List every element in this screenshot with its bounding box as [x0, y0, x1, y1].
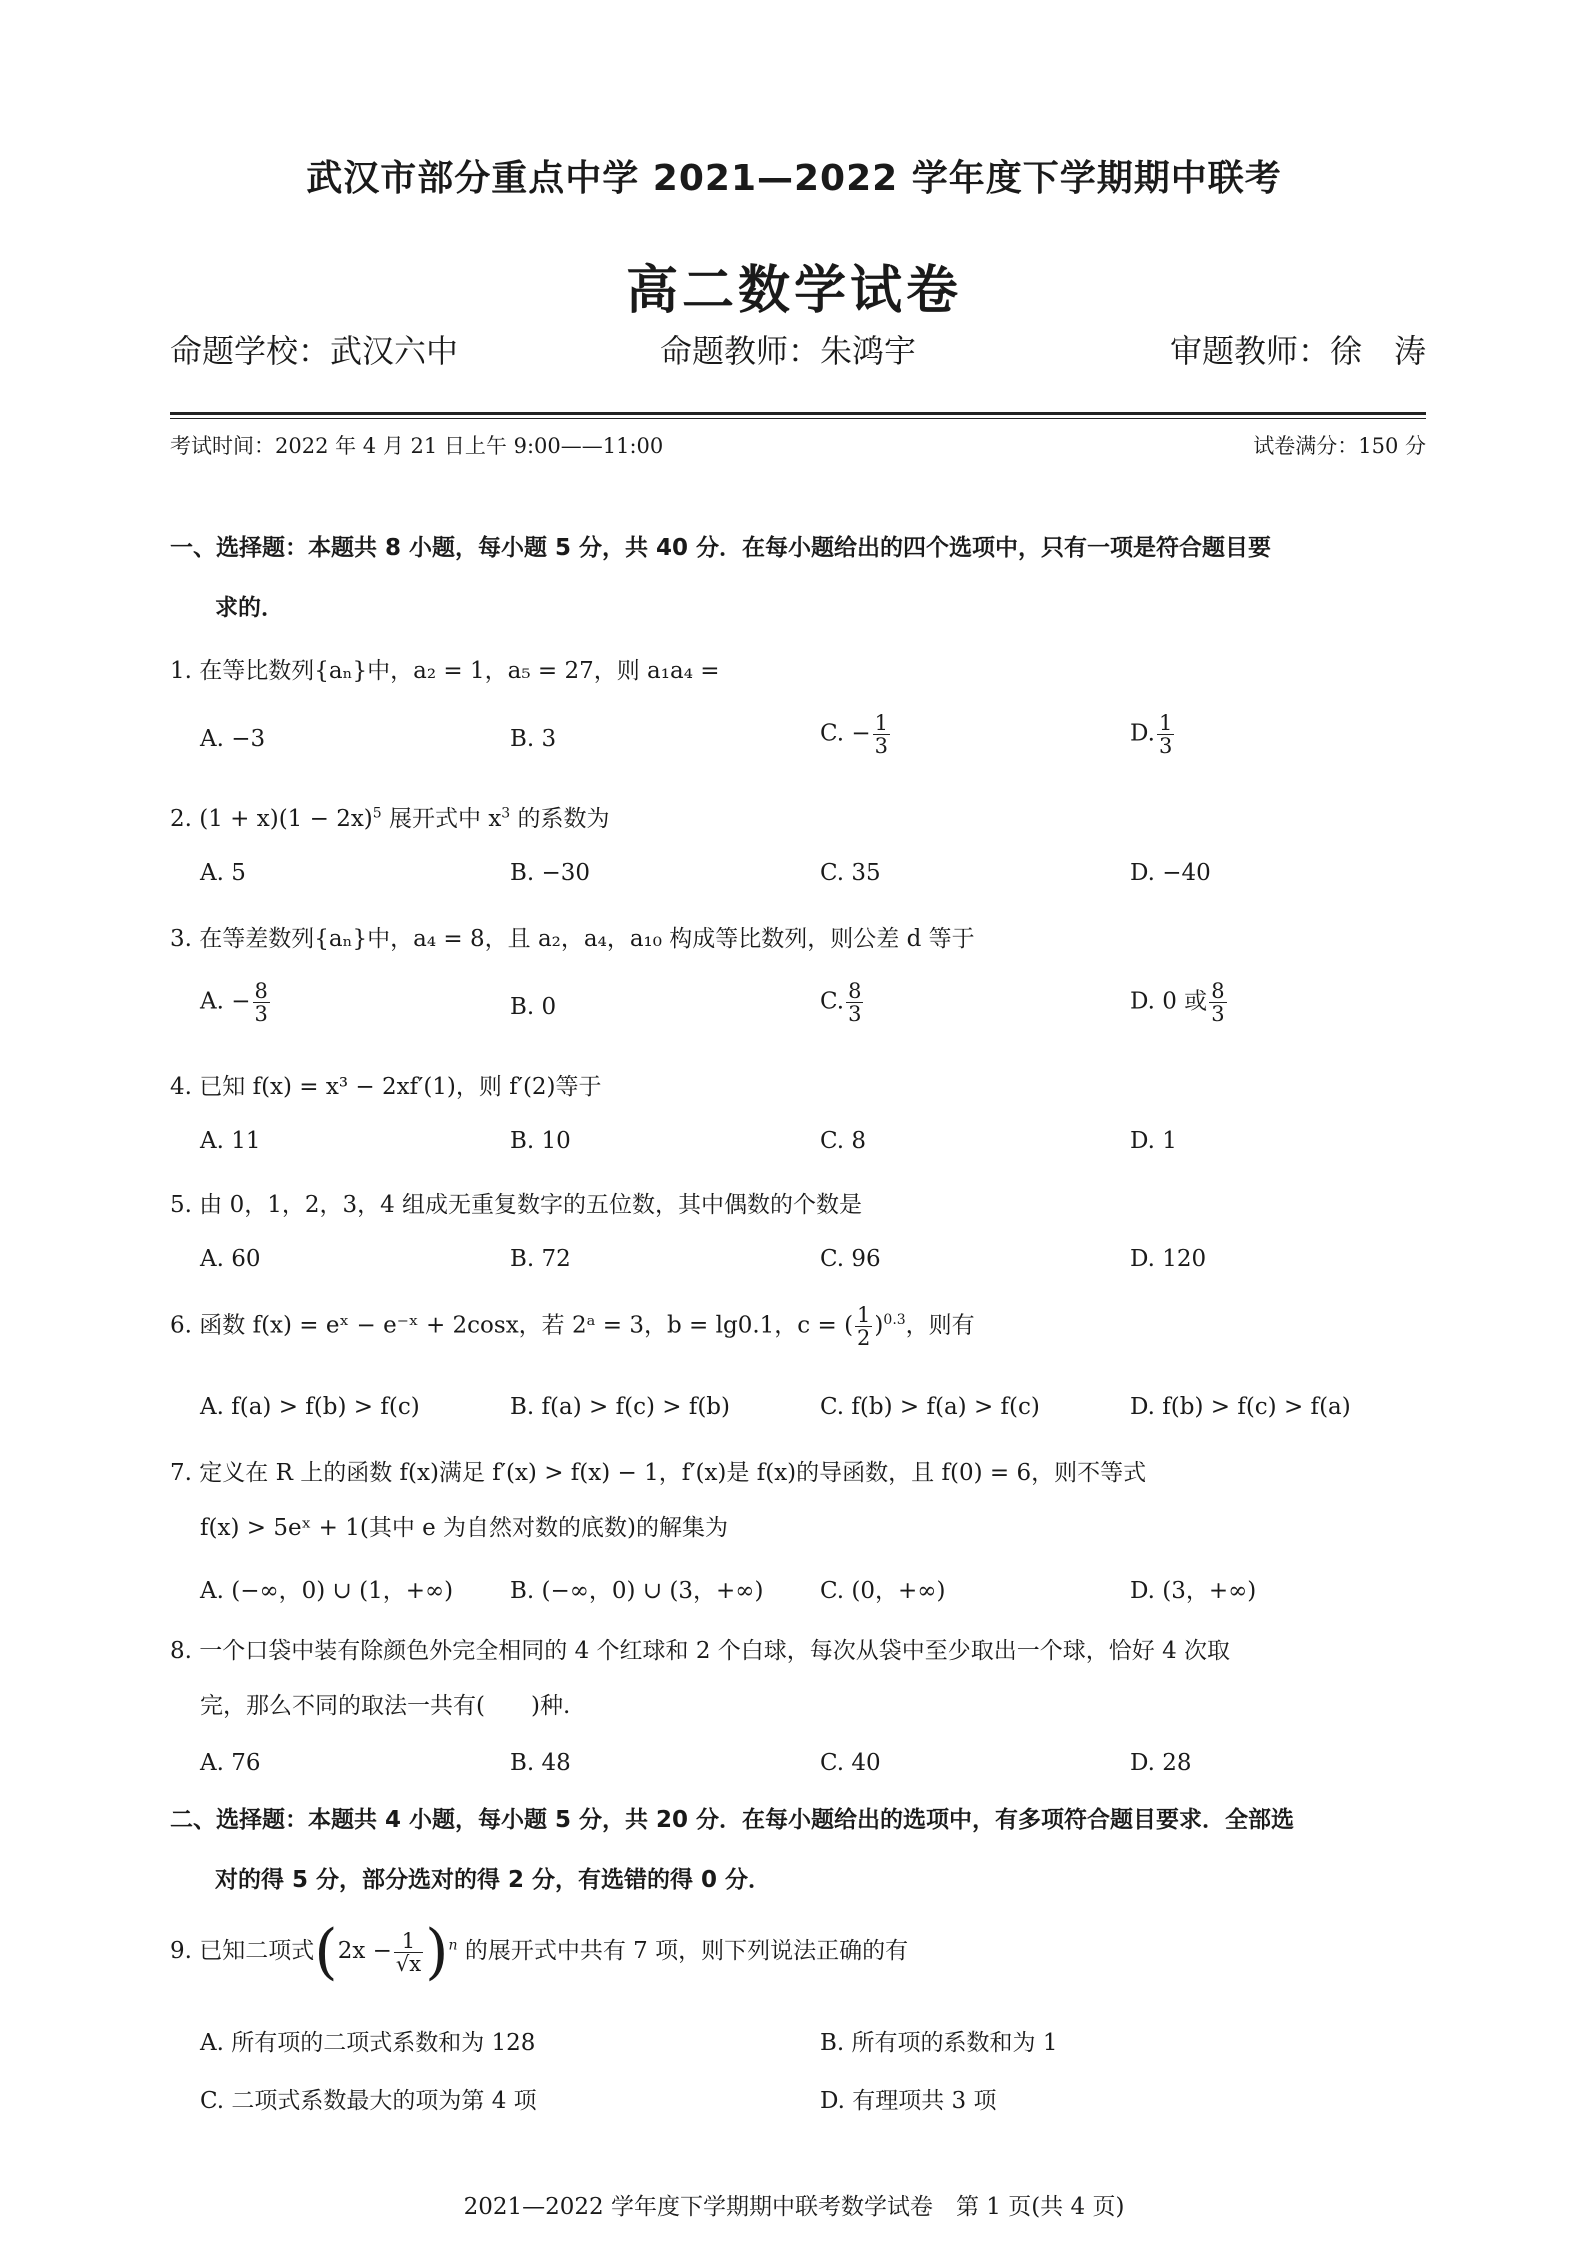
q6-exp: 0.3 [883, 1311, 906, 1328]
q8-option-b: B. 48 [510, 1750, 571, 1776]
page-title: 高二数学试卷 [625, 261, 962, 321]
q2-exp2: 3 [501, 805, 511, 822]
q1-c-fraction [873, 712, 890, 757]
section-1-line2: 求的． [215, 595, 284, 621]
q3-c-fraction [846, 980, 863, 1025]
q9-frac-num: 1 [394, 1930, 423, 1953]
q6-fraction [855, 1304, 872, 1349]
q2-option-a: A. 5 [200, 860, 246, 886]
q1-option-c [820, 712, 892, 757]
q2-option-b: B. −30 [510, 860, 591, 886]
q8-option-c: C. 40 [820, 1750, 881, 1776]
q6-option-c: C. f(b) > f(a) > f(c) [820, 1394, 1040, 1420]
q1-c-num: 1 [874, 711, 889, 735]
q3-a-prefix: A. − [200, 988, 251, 1015]
q6-option-b: B. f(a) > f(c) > f(b) [510, 1394, 731, 1420]
q5-option-a: A. 60 [200, 1246, 261, 1272]
q2-option-c: C. 35 [820, 860, 881, 886]
q7-line2: f(x) > 5eˣ + 1(其中 e 为自然对数的底数)的解集为 [200, 1515, 729, 1541]
q2-stem-c: 的系数为 [510, 806, 610, 832]
q9-left-paren: ( [314, 1917, 338, 1987]
q3-c-num: 8 [848, 979, 862, 1003]
setter-school: 命题学校：武汉六中 [170, 332, 459, 370]
section-2-line1: 二、选择题：本题共 4 小题，每小题 5 分，共 20 分．在每小题给出的选项中，有多项符合题目要求．全部选 [170, 1807, 1295, 1833]
q9-option-c: C. 二项式系数最大的项为第 4 项 [200, 2088, 537, 2114]
q3-option-d [1130, 980, 1229, 1025]
q3-d-prefix: D. 0 或 [1130, 988, 1208, 1015]
q6-option-d: D. f(b) > f(c) > f(a) [1130, 1394, 1351, 1420]
q3-option-b: B. 0 [510, 994, 557, 1020]
q1-option-d [1130, 712, 1176, 757]
q6-stem-b: ，则有 [905, 1312, 975, 1339]
q9-frac-den: √x [395, 1951, 422, 1976]
question-7-stem [170, 1454, 1430, 1542]
q7-option-c: C. (0，+∞) [820, 1578, 946, 1604]
exam-time: 考试时间：2022 年 4 月 21 日上午 9:00——11:00 [170, 434, 664, 458]
q5-option-b: B. 72 [510, 1246, 571, 1272]
q2-stem-b: 展开式中 x [381, 806, 502, 832]
question-1-stem: 1. 在等比数列{aₙ}中，a₂ = 1，a₅ = 27，则 a₁a₄ = [170, 658, 720, 684]
q6-frac-den: 2 [857, 1326, 871, 1350]
q9-option-b: B. 所有项的系数和为 1 [820, 2030, 1058, 2056]
q1-d-fraction [1157, 712, 1174, 757]
q6-frac-num: 1 [857, 1303, 871, 1327]
q9-stem-a: 9. 已知二项式 [170, 1938, 315, 1964]
header-rule-thick [170, 412, 1426, 415]
section-2-instructions [170, 1790, 1430, 1910]
q3-d-den: 3 [1211, 1002, 1225, 1026]
question-2-stem [170, 800, 1430, 833]
q7-option-a: A. (−∞，0) ∪ (1，+∞) [200, 1578, 454, 1604]
q1-option-b: B. 3 [510, 726, 557, 752]
q6-stem-a: 6. 函数 f(x) = eˣ − e⁻ˣ + 2cosx，若 2ᵃ = 3，b = lg0.1，c = ( [170, 1312, 854, 1339]
school-title: 武汉市部分重点中学 2021—2022 学年度下学期期中联考 [306, 158, 1282, 199]
reviewer: 审题教师：徐 涛 [1169, 332, 1426, 370]
q9-exp: n [448, 1937, 458, 1954]
q3-a-num: 8 [254, 979, 268, 1003]
question-6-stem: 6. 函数 f(x) = eˣ − e⁻ˣ + 2cosx，若 2ᵃ = 3，b = lg0.1，c = ( $\frac{1}{2}$ )$^{0.3}$，则有 [170, 1303, 975, 1350]
q3-d-num: 8 [1211, 979, 1225, 1003]
q2-stem-a: 2. (1 + x)(1 − 2x) [170, 806, 373, 832]
question-9-stem [170, 1917, 1430, 1987]
section-1-line1: 一、选择题：本题共 8 小题，每小题 5 分，共 40 分．在每小题给出的四个选项中，只有一项是符合题目要 [170, 535, 1272, 561]
question-5-stem: 5. 由 0，1，2，3，4 组成无重复数字的五位数，其中偶数的个数是 [170, 1192, 863, 1218]
q1-c-den: 3 [874, 734, 889, 758]
q5-option-d: D. 120 [1130, 1246, 1207, 1272]
q8-line1: 8. 一个口袋中装有除颜色外完全相同的 4 个红球和 2 个白球，每次从袋中至少取出一个球，恰好 4 次取 [170, 1638, 1231, 1664]
q1-d-den: 3 [1158, 734, 1173, 758]
q1-option-a: A. −3 [200, 726, 266, 752]
q2-option-d: D. −40 [1130, 860, 1211, 886]
q3-d-fraction [1209, 980, 1226, 1025]
q8-option-a: A. 76 [200, 1750, 261, 1776]
q7-option-d: D. (3，+∞) [1130, 1578, 1257, 1604]
q6-option-a: A. f(a) > f(b) > f(c) [200, 1394, 420, 1420]
q7-option-b: B. (−∞，0) ∪ (3，+∞) [510, 1578, 764, 1604]
q9-option-a: A. 所有项的二项式系数和为 128 [200, 2030, 536, 2056]
full-score: 试卷满分：150 分 [1253, 434, 1426, 458]
q4-option-c: C. 8 [820, 1128, 867, 1154]
q3-option-a [200, 980, 272, 1025]
q1-d-num: 1 [1158, 711, 1173, 735]
q9-stem-b: 的展开式中共有 7 项，则下列说法正确的有 [457, 1938, 909, 1964]
q9-inner: 2x − [337, 1938, 392, 1964]
q9-fraction [394, 1930, 423, 1975]
setter-teacher: 命题教师：朱鸿宇 [660, 332, 917, 370]
section-1-instructions [170, 518, 1430, 638]
section-2-line2: 对的得 5 分，部分选对的得 2 分，有选错的得 0 分． [215, 1867, 772, 1893]
q3-a-fraction [253, 980, 270, 1025]
q8-line2: 完，那么不同的取法一共有( )种. [200, 1693, 571, 1719]
q3-option-c [820, 980, 865, 1025]
question-8-stem [170, 1632, 1430, 1720]
q1-c-prefix: C. − [820, 720, 871, 747]
q3-c-prefix: C. [820, 988, 845, 1015]
q3-a-den: 3 [254, 1002, 268, 1026]
q9-right-paren: ) [425, 1917, 449, 1987]
q5-option-c: C. 96 [820, 1246, 881, 1272]
q1-d-prefix: D. [1130, 720, 1155, 747]
q4-option-a: A. 11 [200, 1128, 261, 1154]
q7-line1: 7. 定义在 R 上的函数 f(x)满足 f′(x) > f(x) − 1，f′(x)是 f(x)的导函数，且 f(0) = 6，则不等式 [170, 1460, 1147, 1486]
author-line [170, 326, 1426, 374]
q9-option-d: D. 有理项共 3 项 [820, 2088, 997, 2114]
q8-option-d: D. 28 [1130, 1750, 1192, 1776]
question-3-stem: 3. 在等差数列{aₙ}中，a₄ = 8，且 a₂，a₄，a₁₀ 构成等比数列，则公差 d 等于 [170, 926, 975, 952]
page-footer: 2021—2022 学年度下学期期中联考数学试卷 第 1 页(共 4 页) [463, 2194, 1125, 2220]
header-rule-thin [170, 418, 1426, 419]
q2-exp: 5 [372, 805, 382, 822]
question-4-stem: 4. 已知 f(x) = x³ − 2xf′(1)，则 f′(2)等于 [170, 1074, 602, 1100]
q3-c-den: 3 [848, 1002, 862, 1026]
q4-option-b: B. 10 [510, 1128, 571, 1154]
q4-option-d: D. 1 [1130, 1128, 1177, 1154]
